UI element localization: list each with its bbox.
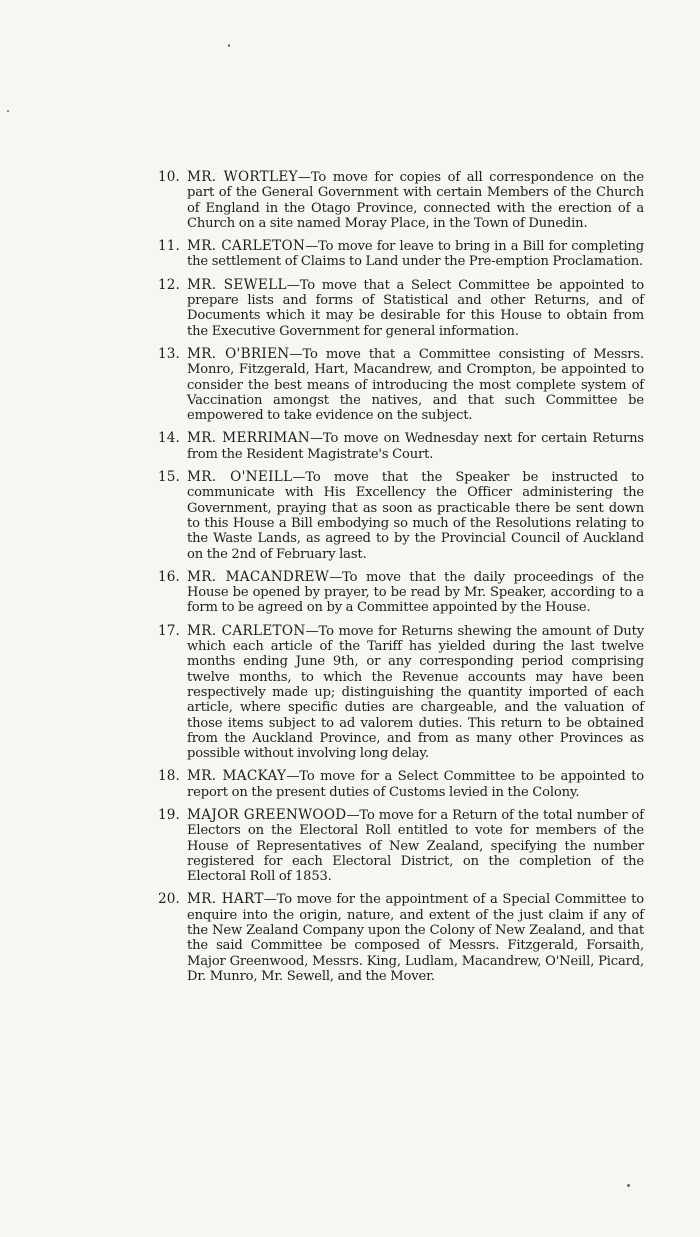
notice-body	[187, 624, 644, 762]
notice-item	[158, 170, 644, 231]
notice-item	[158, 892, 644, 984]
notice-number: 14.	[158, 430, 180, 447]
notice-item	[158, 278, 644, 339]
notice-text: —To move on Wednesday next for certain Returns from the Resident Magistrate's Court.	[187, 431, 644, 462]
notice-text: —To move for Returns shewing the amount of Duty which each article of the Tariff has yielded during the last twelve months ending June 9th, or any corresponding period comprising twelve months, to which the Revenue accounts may have been respectively made up; distinguishing the quantity imported of each article, where specific duties are chargeable, and the valuation of those items subject to ad valorem duties. This return to be obtained from the Auckland Province, and from as many other Provinces as possible without involving long delay.	[187, 623, 644, 762]
notice-text: —To move for a Select Committee to be appointed to report on the present duties of Customs levied in the Colony.	[187, 769, 644, 800]
notice-item	[158, 239, 644, 270]
notice-list	[158, 170, 644, 992]
notice-text: —To move for the appointment of a Special Committee to enquire into the origin, nature, and extent of the just claim if any of the New Zealand Company upon the Colony of New Zealand, and that the said Committee be composed of Messrs. Fitzgerald, Forsaith, Major Greenwood, Messrs. King, Ludlam, Macandrew, O'Neill, Picard, Dr. Munro, Mr. Sewell, and the Mover.	[187, 892, 644, 984]
member-name: MR. CARLETON	[187, 238, 306, 255]
notice-number: 16.	[158, 568, 180, 585]
notice-body	[187, 892, 644, 984]
notice-body	[187, 570, 644, 616]
member-name: MR. WORTLEY	[187, 169, 298, 185]
notice-body	[187, 431, 644, 462]
member-name: MR. MERRIMAN	[187, 430, 310, 447]
paper-speck	[228, 44, 230, 47]
notice-number: 10.	[158, 169, 180, 185]
member-name: MR. MACANDREW	[187, 568, 330, 585]
notice-number: 12.	[158, 276, 180, 293]
notice-text: —To move for a Return of the total number of Electors on the Electoral Roll entitled to vote for members of the House of Representatives of New Zealand, specifying the number registered for each Electoral District, on the completion of the Electoral Roll of 1853.	[187, 807, 644, 885]
notice-body	[187, 278, 644, 339]
notice-item	[158, 570, 644, 616]
member-name: MR. SEWELL	[187, 276, 287, 293]
notice-text: —To move that the daily proceedings of the House be opened by prayer, to be read by Mr. Speaker, according to a form to be agreed on by a Committee appointed by the House.	[187, 569, 644, 616]
notice-body	[187, 347, 644, 423]
notice-body	[187, 170, 644, 231]
member-name: MR. MACKAY	[187, 768, 287, 785]
notice-number: 17.	[158, 622, 180, 639]
member-name: MR. CARLETON	[187, 622, 306, 639]
notice-body	[187, 239, 644, 270]
notice-item	[158, 808, 644, 884]
notice-number: 19.	[158, 806, 180, 823]
notice-body	[187, 808, 644, 884]
notice-body	[187, 769, 644, 800]
notice-item	[158, 769, 644, 800]
member-name: MR. O'NEILL	[187, 469, 293, 486]
notice-item	[158, 624, 644, 762]
notice-text: —To move that the Speaker be instructed to communicate with His Excellency the Officer administering the Government, praying that as soon as practicable there be sent down to this House a Bill embodying so much of the Resolutions relating to the Waste Lands, as agreed to by the Provincial Council of Auckland on the 2nd of February last.	[187, 470, 644, 562]
notice-text: —To move for leave to bring in a Bill for completing the settlement of Claims to Land under the Pre-emption Proclamation.	[187, 239, 644, 270]
notice-text: —To move that a Select Committee be appointed to prepare lists and forms of Statistical and other Returns, and of Documents which it may be desirable for this House to obtain from the Executive Government for general information.	[187, 277, 644, 339]
member-name: MR. HART	[187, 891, 264, 908]
notice-number: 13.	[158, 345, 180, 362]
notice-number: 18.	[158, 768, 180, 785]
notice-item	[158, 431, 644, 462]
notice-text: —To move for copies of all correspondence on the part of the General Government with certain Members of the Church of England in the Otago Province, connected with the erection of a Church on a site named Moray Place, in the Town of Dunedin.	[187, 170, 645, 231]
paper-speck	[7, 110, 9, 112]
member-name: MR. O'BRIEN	[187, 345, 290, 362]
notice-number: 20.	[158, 891, 180, 908]
paper-speck	[627, 1184, 630, 1187]
notice-text: —To move that a Committee consisting of Messrs. Monro, Fitzgerald, Hart, Macandrew, and Crompton, be appointed to consider the best means of introducing the most complete system of Vaccination amongst the natives, and that such Committee be empowered to take evidence on the subject.	[187, 346, 644, 424]
member-name: MAJOR GREENWOOD	[187, 806, 347, 823]
notice-number: 15.	[158, 469, 180, 486]
notice-item	[158, 470, 644, 562]
notice-number: 11.	[158, 238, 180, 255]
notice-item	[158, 347, 644, 423]
notice-body	[187, 470, 644, 562]
